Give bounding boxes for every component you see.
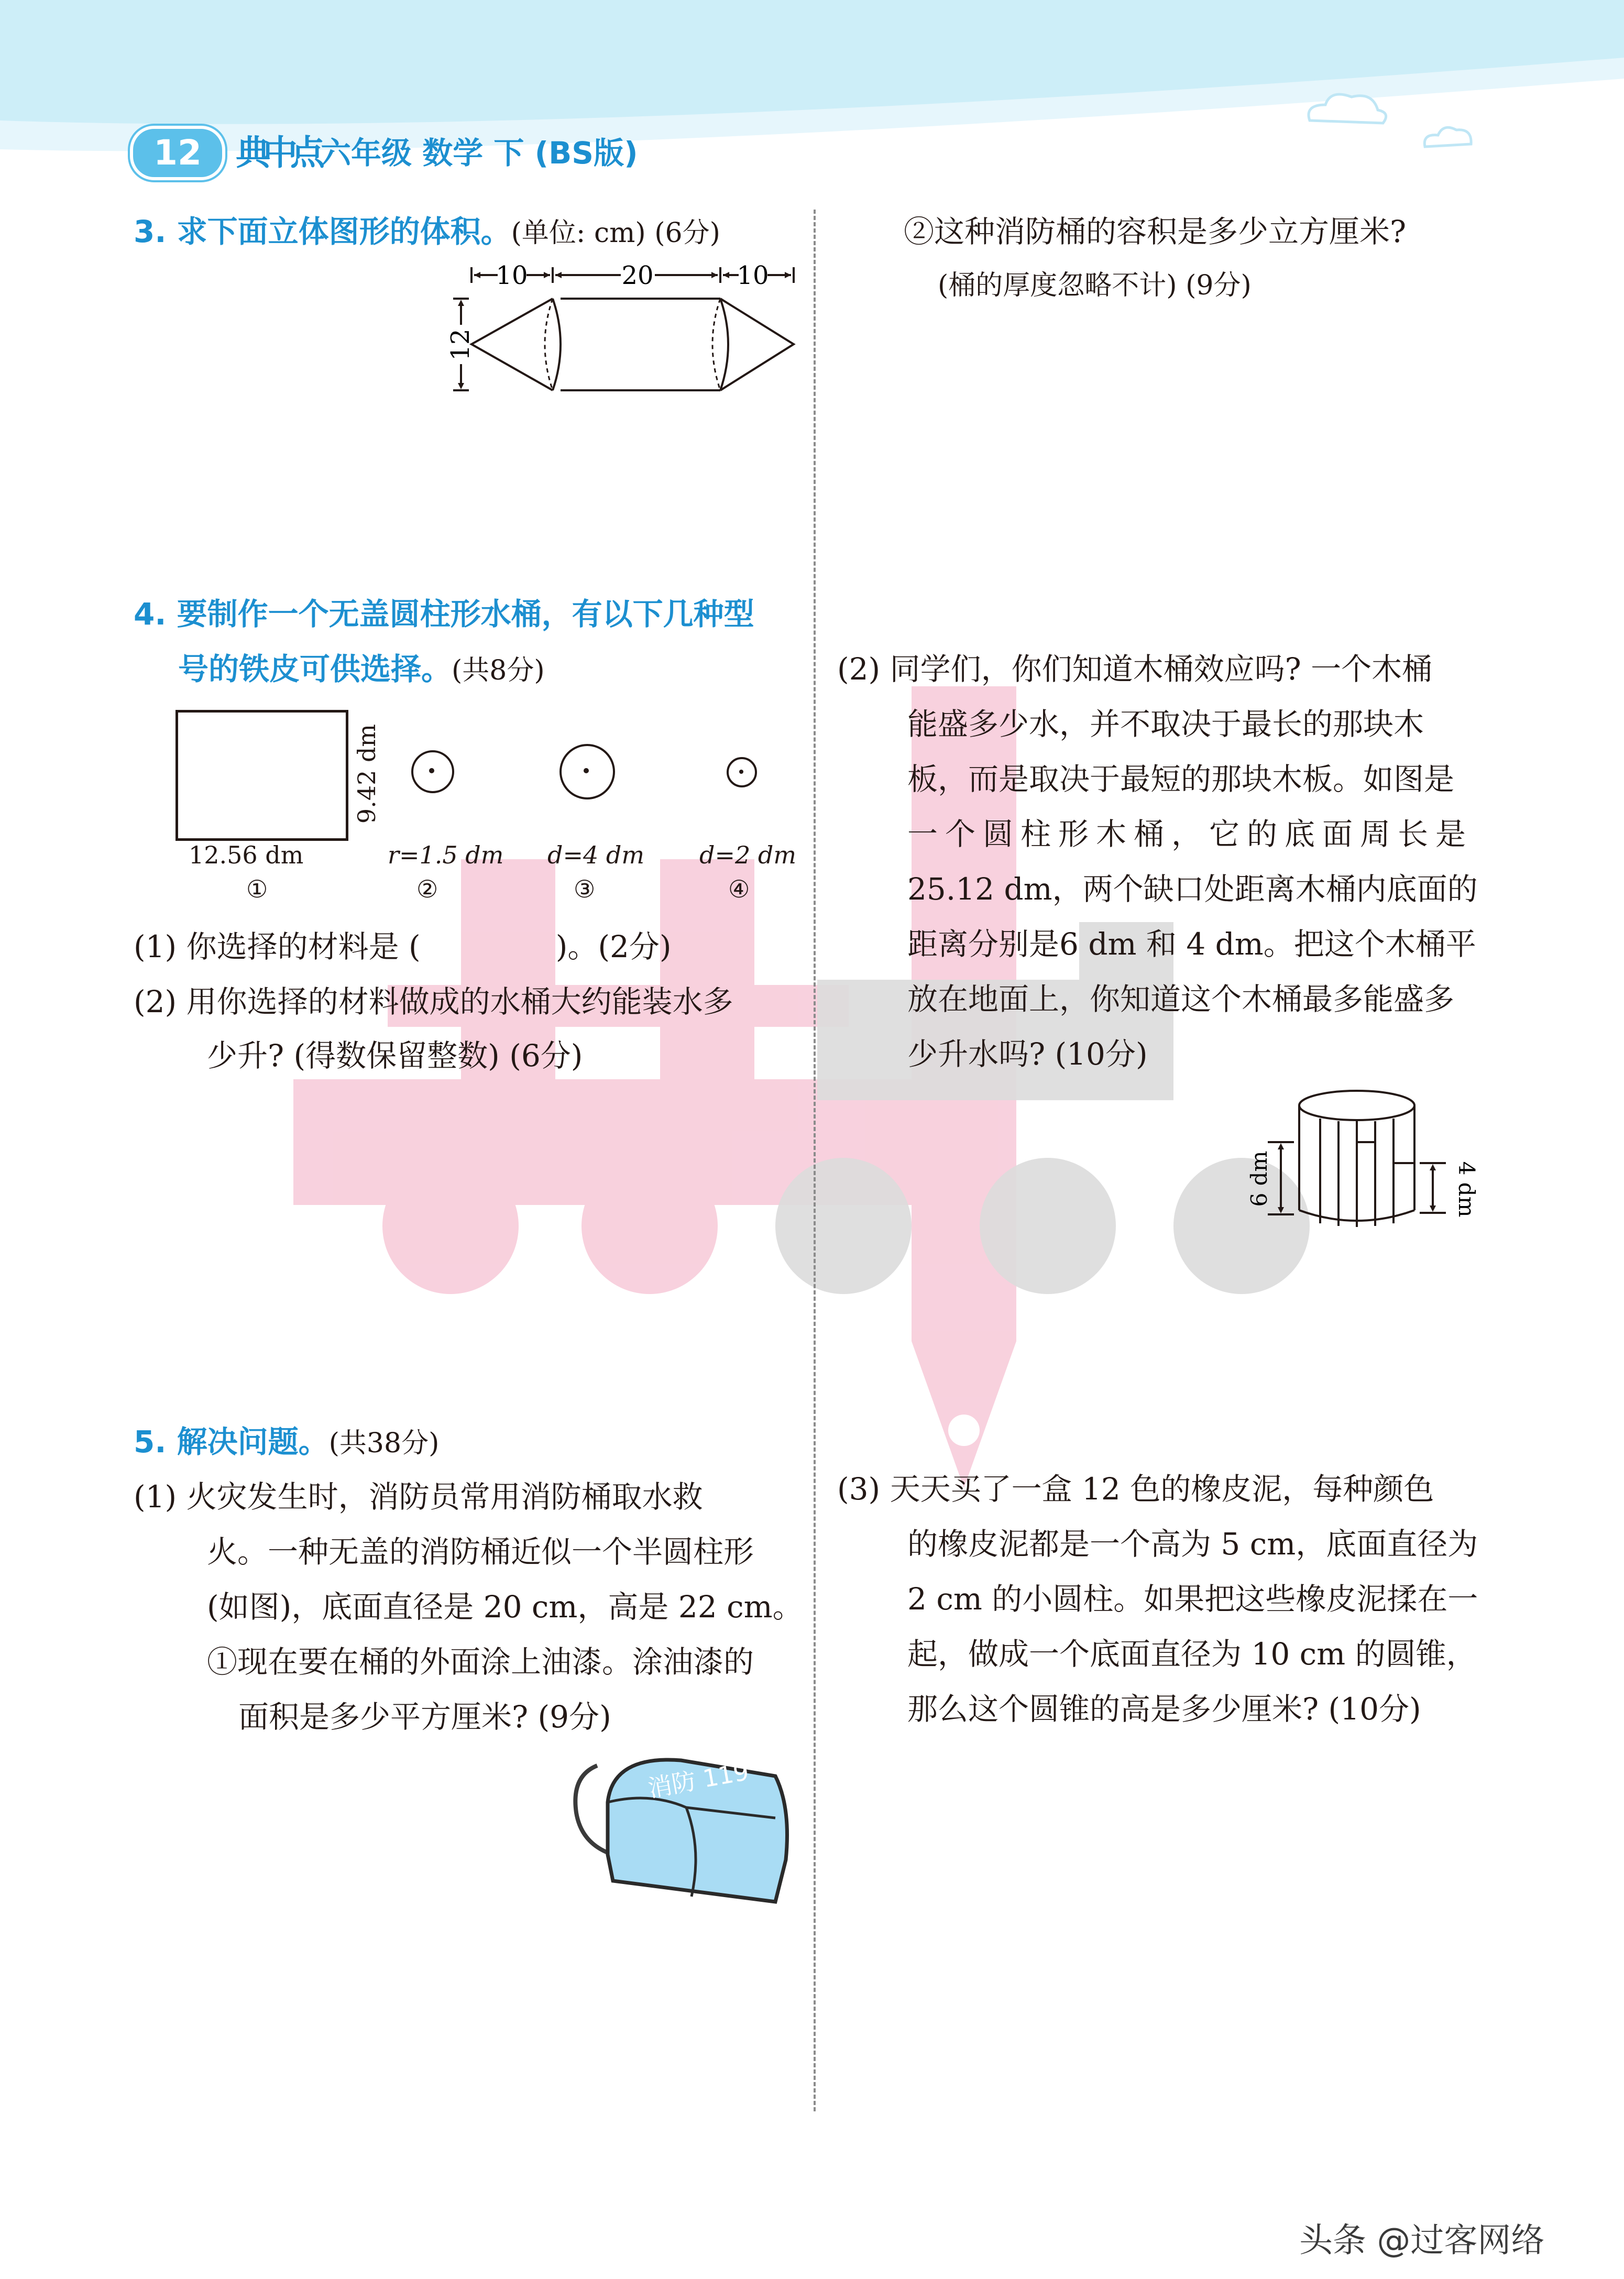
q4-points: (共8分) <box>452 655 545 686</box>
q4-sub2-line2: 少升? (得数保留整数) (6分) <box>207 1038 583 1073</box>
q5-p2-line5: 25.12 dm，两个缺口处距离木桶内底面的 <box>907 871 1478 907</box>
q4-title-line2 <box>178 642 545 698</box>
wooden-barrel-diagram <box>1246 1079 1479 1242</box>
q4-material3-label: d=4 dm <box>547 841 644 869</box>
q5-points: (共38分) <box>328 1428 440 1459</box>
q5-p1-line2: 火。一种无盖的消防桶近似一个半圆柱形 <box>207 1534 754 1570</box>
q4-title-text-2: 号的铁皮可供选择。 <box>178 651 452 687</box>
q4-material3-index: ③ <box>574 875 596 903</box>
q5-1b-line1: ②这种消防桶的容积是多少立方厘米? <box>904 214 1407 249</box>
fire-bucket-illustration <box>566 1745 796 1918</box>
q4-title-text: 要制作一个无盖圆柱形水桶，有以下几种型 <box>177 596 754 632</box>
q5-p3-line4: 起，做成一个底面直径为 10 cm 的圆锥， <box>907 1636 1477 1672</box>
q3-solid-figure <box>448 262 804 403</box>
q4-material2-index: ② <box>416 875 438 903</box>
q4-material4-label: d=2 dm <box>699 841 796 869</box>
page-number: 12 <box>153 133 202 173</box>
barrel-right-label: 4 dm <box>1454 1161 1479 1218</box>
q5-p2-line8: 少升水吗? (10分) <box>907 1036 1148 1072</box>
q4-sub2-line1: (2) 用你选择的材料做成的水桶大约能装水多 <box>134 984 733 1020</box>
q5-p3-line1: (3) 天天买了一盒 12 色的橡皮泥，每种颜色 <box>837 1471 1434 1507</box>
q3-number: 3. <box>134 214 167 249</box>
q3-dim-left: 10 <box>496 261 528 290</box>
q3-dim-right: 10 <box>737 261 769 290</box>
q4-title-line1 <box>134 587 754 641</box>
q5-p2-line1: (2) 同学们，你们知道木桶效应吗? 一个木桶 <box>837 651 1433 687</box>
bucket-label: 消防 119 <box>645 1757 751 1803</box>
barrel-left-label: 6 dm <box>1246 1151 1272 1207</box>
q4-sub1: (1) 你选择的材料是 ( )。(2分) <box>134 929 672 965</box>
q4-material4-index: ④ <box>728 875 750 903</box>
q5-p2-line2: 能盛多少水，并不取决于最长的那块木 <box>907 706 1424 742</box>
q3-dim-height: 12 <box>446 328 475 361</box>
q5-p3-line3: 2 cm 的小圆柱。如果把这些橡皮泥揉在一 <box>907 1581 1478 1617</box>
q5-number: 5. <box>134 1424 167 1460</box>
q4-material3-center <box>584 768 589 773</box>
q3-title <box>134 204 720 260</box>
q5-p3-line5: 那么这个圆锥的高是多少厘米? (10分) <box>907 1691 1421 1727</box>
q4-material1-side: 9.42 dm <box>353 724 381 824</box>
q4-material4-center <box>739 770 743 774</box>
q5-p1-line1: (1) 火灾发生时，消防员常用消防桶取水救 <box>134 1479 703 1515</box>
q4-material-rectangle <box>175 710 348 841</box>
q3-dim-mid: 20 <box>621 261 654 290</box>
q5-p2-line4: 一个圆柱形木桶，它的底面周长是 <box>907 816 1474 852</box>
q3-note: (单位: cm) (6分) <box>511 217 720 249</box>
q4-material2-label: r=1.5 dm <box>388 841 504 869</box>
footer-credit: 头条 @过客网络 <box>1299 2221 1545 2260</box>
column-divider <box>814 210 816 2111</box>
logo: 典中点 <box>236 133 317 173</box>
q4-material1-index: ① <box>246 875 268 903</box>
book-subtitle: 六年级 数学 下 (BS版) <box>321 135 638 171</box>
q5-title-text: 解决问题。 <box>177 1424 329 1460</box>
cloud-icon <box>1299 84 1393 136</box>
q3-title-text: 求下面立体图形的体积。 <box>177 214 511 249</box>
q5-1b-line2: (桶的厚度忽略不计) (9分) <box>938 270 1252 301</box>
q5-p1-line3: (如图)，底面直径是 20 cm，高是 22 cm。 <box>207 1589 803 1625</box>
q5-title <box>134 1415 439 1471</box>
q4-material2-center <box>429 768 434 773</box>
q5-p2-line7: 放在地面上，你知道这个木桶最多能盛多 <box>907 981 1455 1017</box>
q4-material1-label: 12.56 dm <box>189 841 304 869</box>
q5-p2-line6: 距离分别是6 dm 和 4 dm。把这个木桶平 <box>907 926 1476 962</box>
cloud-icon <box>1420 120 1477 157</box>
q5-p1-line5: 面积是多少平方厘米? (9分) <box>238 1699 611 1735</box>
q5-p2-line3: 板，而是取决于最短的那块木板。如图是 <box>907 761 1455 797</box>
q5-p3-line2: 的橡皮泥都是一个高为 5 cm，底面直径为 <box>907 1526 1478 1562</box>
q4-number: 4. <box>134 596 167 632</box>
q5-p1-line4: ①现在要在桶的外面涂上油漆。涂油漆的 <box>207 1644 754 1680</box>
